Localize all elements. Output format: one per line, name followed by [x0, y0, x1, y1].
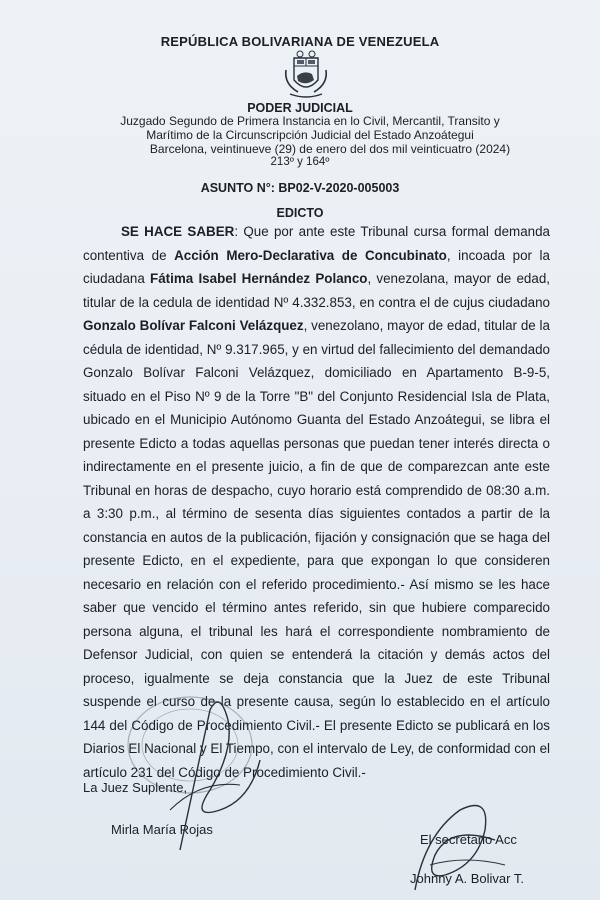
secretary-title: El secretario Acc: [420, 832, 517, 847]
institution-heading: PODER JUDICIAL: [247, 101, 353, 115]
action-type: Acción Mero-Declarativa de Concubinato: [174, 247, 447, 263]
document-title: EDICTO: [276, 206, 324, 220]
body-text-4: , venezolano, mayor de edad, titular de la cédula de identidad, Nº 9.317.965, y en virtud del fallecimiento del demandado Gonzalo Bolívar Falconi Velázquez, domiciliado en Apartamento B-9-5, situado en el Piso Nº 9 de la Torre "B" del Conjunto Residencial Isla de Plata, ubicado en el Municipio Autónomo Guanta del Estado Anzoátegui, se libra el presente Edicto a todas aquellas personas que puedan tener interés directa o indirectamente en el presente juicio, a fin de que de comparezcan ante este Tribunal en horas de despacho, cuyo horario está comprendido de 08:30 a.m. a 3:30 p.m., al término de sesenta días siguientes contados a partir de la constancia en autos de la publicación, fijación y consignación que se haga del presente Edicto, en el expediente, para que expongan lo que consideren necesario en relación con el referido procedimiento.- Así mismo se les hace saber que vencido el término antes referido, sin que hubiere comparecido persona alguna, el tribunal les hará el correspondiente nombramiento de Defensor Judicial, con quien se entenderá la citación y demás actos del proceso, igualmente se deja constancia que la Juez de este Tribunal suspende el curso de la presente causa, según lo establecido en el artículo 144 del Código de Procedimiento Civil.- El presente Edicto se publicará en los Diarios El Nacional y El Tiempo, con el intervalo de Ley, de conformidad con el artículo 231 del Código de Procedimiento Civil.-: [83, 318, 550, 780]
court-name-line-1: Juzgado Segundo de Primera Instancia en lo Civil, Mercantil, Transito y: [120, 114, 500, 128]
lead-phrase: SE HACE SABER: [121, 224, 235, 239]
secretary-name: Johnny A. Bolivar T.: [410, 871, 524, 886]
body-text-3: , venezolana, mayor de edad, titular de la cedula de identidad Nº 4.332.853, en contra el de cujus ciudadano: [83, 271, 550, 310]
defendant-name: Gonzalo Bolívar Falconi Velázquez: [83, 318, 304, 333]
date-line: Barcelona, veintinueve (29) de enero del dos mil veinticuatro (2024): [149, 142, 511, 156]
judge-name: Mirla María Rojas: [111, 822, 213, 837]
coat-of-arms-icon: [280, 50, 332, 100]
case-number: ASUNTO N°: BP02-V-2020-005003: [200, 181, 400, 195]
secretary-signature-icon: [405, 795, 515, 895]
republic-heading: REPÚBLICA BOLIVARIANA DE VENEZUELA: [160, 34, 440, 49]
body-text-2: , incoada por la ciudadana: [83, 247, 550, 286]
plaintiff-name: Fátima Isabel Hernández Polanco: [150, 271, 368, 286]
body-text-1: : Que por ante este Tribunal cursa formal demanda contentiva de: [83, 224, 550, 263]
judge-signature-icon: [150, 690, 280, 860]
judge-title: La Juez Suplente,: [83, 780, 188, 795]
court-name-line-2: Marítimo de la Circunscripción Judicial del Estado Anzoátegui: [146, 128, 474, 142]
years-line: 213º y 164º: [270, 156, 330, 168]
